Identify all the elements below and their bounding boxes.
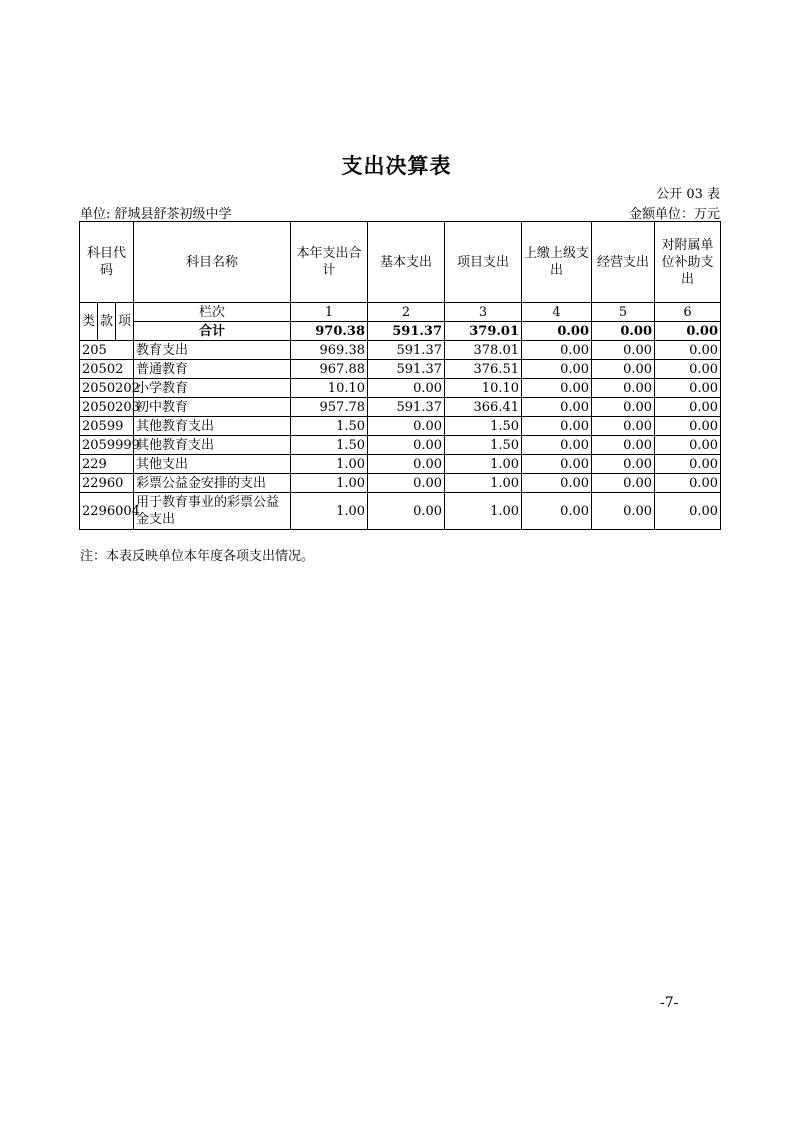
amount-cell: 0.00	[368, 493, 445, 530]
amount-cell: 0.00	[655, 398, 721, 417]
amount-cell: 1.00	[445, 493, 522, 530]
total-cell: 0.00	[655, 322, 721, 341]
column-number: 2	[368, 303, 445, 322]
amount-cell: 376.51	[445, 360, 522, 379]
header-name: 科目名称	[134, 222, 291, 303]
header-col4: 上缴上级支出	[522, 222, 592, 303]
expenditure-table	[79, 221, 721, 530]
header-col3: 项目支出	[445, 222, 522, 303]
amount-cell: 0.00	[368, 474, 445, 493]
amount-cell: 0.00	[522, 474, 592, 493]
amount-cell: 1.00	[445, 455, 522, 474]
amount-cell: 0.00	[592, 436, 655, 455]
amount-cell: 1.00	[291, 455, 368, 474]
amount-cell: 1.00	[291, 474, 368, 493]
table-row	[80, 417, 721, 436]
amount-cell: 1.50	[291, 436, 368, 455]
subject-name: 初中教育	[134, 398, 291, 417]
column-number-row	[80, 303, 721, 322]
subject-name: 其他支出	[134, 455, 291, 474]
amount-cell: 969.38	[291, 341, 368, 360]
amount-cell: 0.00	[522, 398, 592, 417]
header-code: 科目代码	[80, 222, 134, 303]
table-row	[80, 474, 721, 493]
amount-cell: 0.00	[522, 341, 592, 360]
amount-cell: 0.00	[368, 436, 445, 455]
amount-cell: 0.00	[592, 417, 655, 436]
table-header-row	[80, 222, 721, 303]
currency-unit-label: 金额单位：万元	[628, 207, 720, 222]
total-cell: 970.38	[291, 322, 368, 341]
total-cell: 0.00	[592, 322, 655, 341]
amount-cell: 0.00	[522, 417, 592, 436]
table-body	[80, 341, 721, 530]
subject-code: 2050203	[80, 398, 134, 417]
subject-name: 普通教育	[134, 360, 291, 379]
amount-cell: 591.37	[368, 398, 445, 417]
amount-cell: 0.00	[522, 436, 592, 455]
amount-cell: 1.50	[445, 436, 522, 455]
amount-cell: 1.50	[291, 417, 368, 436]
amount-cell: 0.00	[655, 379, 721, 398]
subject-name: 用于教育事业的彩票公益金支出	[134, 493, 291, 530]
total-cell: 591.37	[368, 322, 445, 341]
total-cell: 379.01	[445, 322, 522, 341]
subject-code: 2296004	[80, 493, 134, 530]
amount-cell: 378.01	[445, 341, 522, 360]
amount-cell: 0.00	[522, 379, 592, 398]
subject-code: 22960	[80, 474, 134, 493]
subject-code: 2050202	[80, 379, 134, 398]
subject-name: 其他教育支出	[134, 417, 291, 436]
page-number: -7-	[660, 995, 679, 1011]
header-xiang: 项	[116, 303, 134, 341]
amount-cell: 10.10	[445, 379, 522, 398]
subject-name: 其他教育支出	[134, 436, 291, 455]
amount-cell: 967.88	[291, 360, 368, 379]
column-number: 1	[291, 303, 368, 322]
subject-code: 20599	[80, 417, 134, 436]
amount-cell: 0.00	[655, 455, 721, 474]
table-row	[80, 341, 721, 360]
total-label: 合计	[134, 322, 291, 341]
subject-name: 彩票公益金安排的支出	[134, 474, 291, 493]
subject-code: 2059999	[80, 436, 134, 455]
subject-code: 229	[80, 455, 134, 474]
subject-name: 教育支出	[134, 341, 291, 360]
amount-cell: 0.00	[655, 493, 721, 530]
amount-cell: 0.00	[592, 493, 655, 530]
header-col2: 基本支出	[368, 222, 445, 303]
table-row	[80, 398, 721, 417]
page-title: 支出决算表	[341, 154, 452, 178]
header-col6: 对附属单位补助支出	[655, 222, 721, 303]
column-number: 6	[655, 303, 721, 322]
amount-cell: 591.37	[368, 341, 445, 360]
amount-cell: 0.00	[368, 455, 445, 474]
table-row	[80, 379, 721, 398]
column-number: 5	[592, 303, 655, 322]
amount-cell: 591.37	[368, 360, 445, 379]
amount-cell: 0.00	[592, 379, 655, 398]
amount-cell: 0.00	[522, 493, 592, 530]
amount-cell: 0.00	[592, 360, 655, 379]
amount-cell: 0.00	[592, 398, 655, 417]
amount-cell: 957.78	[291, 398, 368, 417]
amount-cell: 1.00	[291, 493, 368, 530]
form-number: 公开 03 表	[656, 187, 720, 202]
amount-cell: 0.00	[655, 360, 721, 379]
subject-code: 205	[80, 341, 134, 360]
total-cell: 0.00	[522, 322, 592, 341]
header-lanci: 栏次	[134, 303, 291, 322]
header-col5: 经营支出	[592, 222, 655, 303]
subject-name: 小学教育	[134, 379, 291, 398]
amount-cell: 0.00	[655, 417, 721, 436]
amount-cell: 0.00	[655, 474, 721, 493]
table-row	[80, 360, 721, 379]
amount-cell: 0.00	[522, 455, 592, 474]
subject-code: 20502	[80, 360, 134, 379]
header-kuan: 款	[98, 303, 116, 341]
amount-cell: 0.00	[592, 455, 655, 474]
table-note: 注：本表反映单位本年度各项支出情况。	[80, 549, 315, 564]
amount-cell: 0.00	[592, 474, 655, 493]
table-row	[80, 455, 721, 474]
amount-cell: 10.10	[291, 379, 368, 398]
amount-cell: 0.00	[368, 379, 445, 398]
total-row	[80, 322, 721, 341]
amount-cell: 0.00	[522, 360, 592, 379]
table-row	[80, 436, 721, 455]
unit-label: 单位: 舒城县舒茶初级中学	[80, 207, 232, 222]
column-number: 4	[522, 303, 592, 322]
column-number: 3	[445, 303, 522, 322]
amount-cell: 0.00	[655, 436, 721, 455]
table-row	[80, 493, 721, 530]
amount-cell: 1.50	[445, 417, 522, 436]
amount-cell: 0.00	[592, 341, 655, 360]
header-lei: 类	[80, 303, 98, 341]
amount-cell: 0.00	[368, 417, 445, 436]
amount-cell: 1.00	[445, 474, 522, 493]
header-col1: 本年支出合计	[291, 222, 368, 303]
amount-cell: 366.41	[445, 398, 522, 417]
amount-cell: 0.00	[655, 341, 721, 360]
